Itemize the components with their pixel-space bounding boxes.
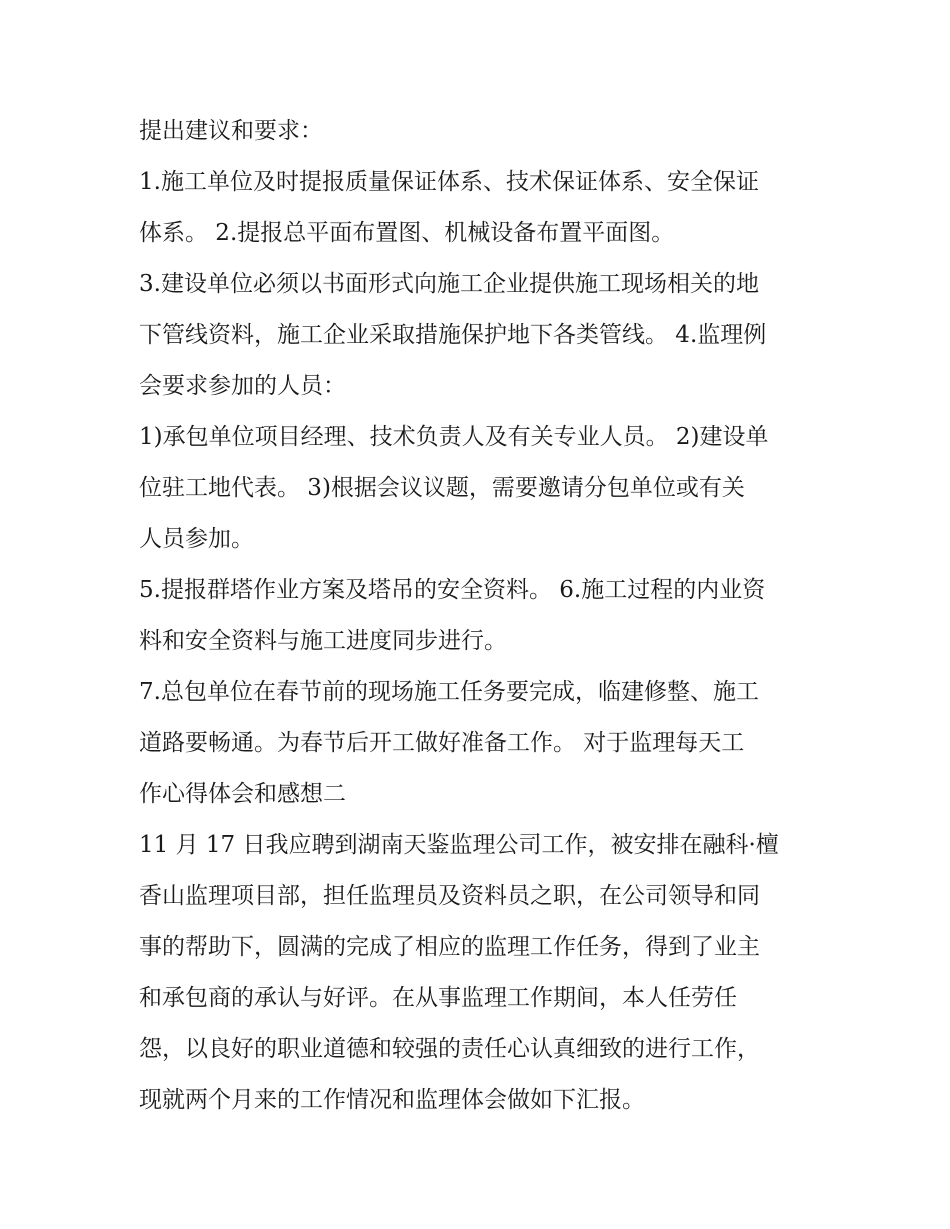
text-line: 香山监理项目部，担任监理员及资料员之职，在公司领导和同 (139, 883, 760, 909)
text-line: 作心得体会和感想二 (139, 781, 346, 807)
text-line: 道路要畅通。为春节后开工做好准备工作。 对于监理每天工 (139, 730, 745, 756)
text-line: 1.施工单位及时提报质量保证体系、技术保证体系、安全保证 (139, 169, 759, 195)
text-line: 5.提报群塔作业方案及塔吊的安全资料。 6.施工过程的内业资 (139, 577, 766, 603)
text-line: 事的帮助下，圆满的完成了相应的监理工作任务，得到了业主 (139, 934, 760, 960)
text-line: 人员参加。 (139, 526, 254, 552)
text-line: 3.建设单位必须以书面形式向施工企业提供施工现场相关的地 (139, 271, 759, 297)
text-line: 下管线资料，施工企业采取措施保护地下各类管线。 4.监理例 (139, 322, 767, 348)
text-line: 11 月 17 日我应聘到湖南天鉴监理公司工作，被安排在融科·檀 (139, 832, 779, 858)
text-line: 怨，以良好的职业道德和较强的责任心认真细致的进行工作， (139, 1036, 760, 1062)
text-line: 料和安全资料与施工进度同步进行。 (139, 628, 507, 654)
text-line: 7.总包单位在春节前的现场施工任务要完成，临建修整、施工 (139, 679, 759, 705)
text-line: 会要求参加的人员： (139, 373, 346, 399)
text-line: 现就两个月来的工作情况和监理体会做如下汇报。 (139, 1087, 645, 1113)
text-line: 和承包商的承认与好评。在从事监理工作期间，本人任劳任 (139, 985, 737, 1011)
text-line: 位驻工地代表。 3)根据会议议题，需要邀请分包单位或有关 (139, 475, 745, 501)
document-body (139, 110, 819, 1130)
text-line: 体系。 2.提报总平面布置图、机械设备布置平面图。 (139, 220, 675, 246)
text-line: 1)承包单位项目经理、技术负责人及有关专业人员。 2)建设单 (139, 424, 769, 450)
text-line: 提出建议和要求： (139, 118, 323, 144)
